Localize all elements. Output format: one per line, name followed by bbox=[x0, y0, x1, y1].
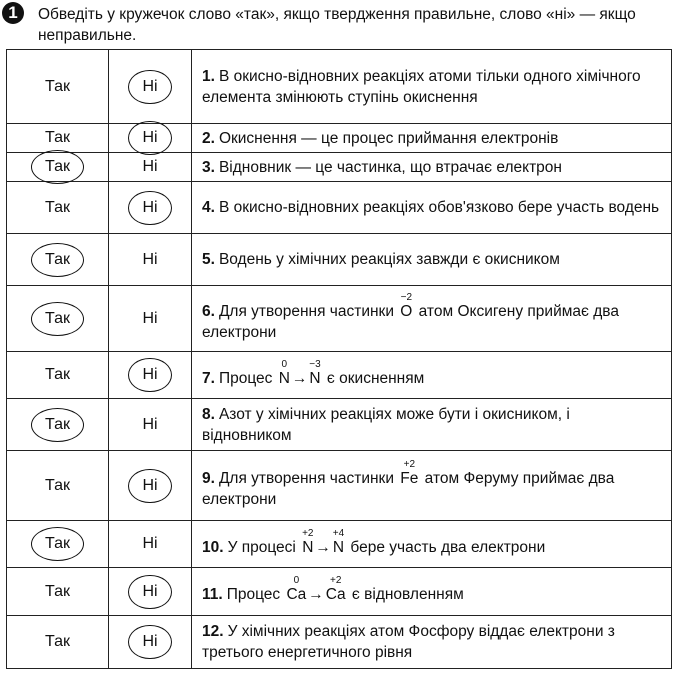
yes-cell bbox=[7, 286, 109, 351]
no-cell bbox=[109, 124, 192, 152]
oxidation-state: +2 bbox=[403, 458, 416, 470]
statement-text: 6. Для утворення частинки −2 O атом Оксигену приймає два електрони bbox=[202, 295, 663, 343]
statement-number: 2. bbox=[202, 129, 215, 147]
statement-number: 11. bbox=[202, 586, 223, 603]
statement-cell bbox=[192, 153, 671, 181]
chemical-species: +2 Fe bbox=[400, 462, 418, 489]
yes-cell bbox=[7, 234, 109, 285]
chemical-species: 0 Ca bbox=[286, 578, 306, 605]
yes-cell bbox=[7, 399, 109, 450]
yes-option[interactable]: Так bbox=[41, 249, 74, 271]
no-cell bbox=[109, 153, 192, 181]
reaction-arrow: → bbox=[315, 538, 331, 556]
no-cell bbox=[109, 50, 192, 123]
statement-cell bbox=[192, 234, 671, 285]
statement-cell bbox=[192, 568, 671, 615]
statement-text: 1. В окисно-відновних реакціях атоми тільки одного хімічного елемента змінюють ступінь окиснення bbox=[202, 67, 641, 106]
reaction-arrow: → bbox=[291, 369, 308, 387]
statement-cell bbox=[192, 182, 671, 233]
statement-text: 7. Процес 0 N → −3 N є окисненням bbox=[202, 362, 424, 389]
yes-option[interactable]: Так bbox=[45, 582, 70, 600]
oxidation-state: +2 bbox=[302, 527, 314, 539]
statement-number: 12. bbox=[202, 623, 224, 640]
statement-cell bbox=[192, 616, 671, 668]
oxidation-state: 0 bbox=[281, 358, 288, 370]
no-option[interactable]: Ні bbox=[138, 475, 161, 497]
no-option[interactable]: Ні bbox=[142, 535, 158, 552]
yes-cell bbox=[7, 521, 109, 567]
statement-cell bbox=[192, 521, 671, 567]
no-cell bbox=[109, 568, 192, 615]
no-option[interactable]: Ні bbox=[142, 415, 158, 433]
no-cell bbox=[109, 451, 192, 520]
statement-row-4 bbox=[7, 182, 671, 234]
no-option[interactable]: Ні bbox=[138, 581, 161, 603]
yes-option[interactable]: Так bbox=[45, 129, 70, 146]
statement-cell bbox=[192, 399, 671, 450]
yes-option[interactable]: Так bbox=[41, 533, 74, 555]
yes-cell bbox=[7, 616, 109, 668]
oxidation-state: +4 bbox=[332, 527, 345, 539]
statement-cell bbox=[192, 451, 671, 520]
yes-option[interactable]: Так bbox=[45, 633, 70, 650]
no-cell bbox=[109, 616, 192, 668]
yes-option[interactable]: Так bbox=[45, 366, 70, 383]
statement-text: 11. Процес 0 Ca → +2 Ca є відновленням bbox=[202, 578, 464, 605]
statement-row-8 bbox=[7, 399, 671, 451]
statement-number: 3. bbox=[202, 158, 215, 176]
statement-row-2 bbox=[7, 124, 671, 153]
no-cell bbox=[109, 399, 192, 450]
no-option[interactable]: Ні bbox=[138, 76, 161, 98]
statement-number: 10. bbox=[202, 538, 224, 556]
statement-text: 4. В окисно-відновних реакціях обов'язково бере участь водень bbox=[202, 199, 660, 216]
chemical-species: −3 N bbox=[309, 362, 320, 389]
statement-cell bbox=[192, 286, 671, 351]
statement-row-10 bbox=[7, 521, 671, 568]
true-false-table bbox=[6, 49, 672, 669]
statement-row-5 bbox=[7, 234, 671, 286]
chemical-species: +4 N bbox=[333, 531, 344, 558]
statement-cell bbox=[192, 352, 671, 398]
statement-text: 2. Окиснення — це процес приймання електронів bbox=[202, 129, 559, 147]
no-option[interactable]: Ні bbox=[142, 309, 158, 327]
statement-row-9 bbox=[7, 451, 671, 521]
task-number-badge: 1 bbox=[2, 2, 24, 24]
yes-cell bbox=[7, 451, 109, 520]
statement-text: 10. У процесі +2 N → +4 N бере участь два електрони bbox=[202, 531, 545, 558]
no-cell bbox=[109, 234, 192, 285]
yes-cell bbox=[7, 153, 109, 181]
yes-option[interactable]: Так bbox=[41, 308, 74, 330]
statement-cell bbox=[192, 124, 671, 152]
no-option[interactable]: Ні bbox=[138, 127, 161, 149]
yes-cell bbox=[7, 568, 109, 615]
reaction-arrow: → bbox=[308, 586, 324, 603]
statement-row-7 bbox=[7, 352, 671, 399]
oxidation-state: 0 bbox=[293, 575, 300, 586]
chemical-species: 0 N bbox=[279, 362, 290, 389]
no-cell bbox=[109, 521, 192, 567]
yes-cell bbox=[7, 124, 109, 152]
statement-cell bbox=[192, 50, 671, 123]
oxidation-state: −3 bbox=[309, 358, 321, 370]
statement-number: 6. bbox=[202, 302, 215, 320]
no-option[interactable]: Ні bbox=[138, 364, 161, 386]
statement-row-1 bbox=[7, 50, 671, 124]
statement-row-6 bbox=[7, 286, 671, 352]
yes-option[interactable]: Так bbox=[45, 198, 70, 216]
no-option[interactable]: Ні bbox=[142, 158, 158, 175]
oxidation-state: +2 bbox=[330, 575, 342, 586]
chemical-species: +2 N bbox=[302, 531, 313, 558]
yes-option[interactable]: Так bbox=[41, 414, 74, 436]
no-option[interactable]: Ні bbox=[138, 631, 161, 653]
statement-number: 1. bbox=[202, 67, 215, 85]
statement-row-11 bbox=[7, 568, 671, 616]
statement-text: 12. У хімічних реакціях атом Фосфору віддає електрони з третього енергетичного рівня bbox=[202, 623, 615, 661]
statement-number: 5. bbox=[202, 251, 215, 268]
yes-cell bbox=[7, 50, 109, 123]
chemical-species: −2 O bbox=[400, 295, 412, 322]
yes-option[interactable]: Так bbox=[45, 77, 70, 95]
statement-number: 7. bbox=[202, 369, 215, 387]
statement-text: 5. Водень у хімічних реакціях завжди є окисником bbox=[202, 251, 560, 268]
statement-text: 9. Для утворення частинки +2 Fe атом Феруму приймає два електрони bbox=[202, 462, 663, 510]
statement-text: 8. Азот у хімічних реакціях може бути і окисником, і відновником bbox=[202, 405, 570, 444]
no-option[interactable]: Ні bbox=[138, 197, 161, 219]
statement-text: 3. Відновник — це частинка, що втрачає електрон bbox=[202, 158, 562, 176]
statement-number: 9. bbox=[202, 469, 215, 487]
statement-row-12 bbox=[7, 616, 671, 669]
statement-row-3 bbox=[7, 153, 671, 182]
yes-option[interactable]: Так bbox=[45, 476, 70, 494]
statement-number: 8. bbox=[202, 405, 215, 423]
yes-cell bbox=[7, 352, 109, 398]
yes-option[interactable]: Так bbox=[41, 156, 74, 178]
oxidation-state: −2 bbox=[400, 291, 413, 303]
no-cell bbox=[109, 182, 192, 233]
yes-cell bbox=[7, 182, 109, 233]
no-option[interactable]: Ні bbox=[142, 250, 158, 268]
statement-number: 4. bbox=[202, 199, 215, 216]
no-cell bbox=[109, 286, 192, 351]
no-cell bbox=[109, 352, 192, 398]
task-instruction: Обведіть у кружечок слово «так», якщо твердження правильне, слово «ні» — якщо неправильне. bbox=[38, 6, 636, 44]
chemical-species: +2 Ca bbox=[326, 578, 346, 605]
